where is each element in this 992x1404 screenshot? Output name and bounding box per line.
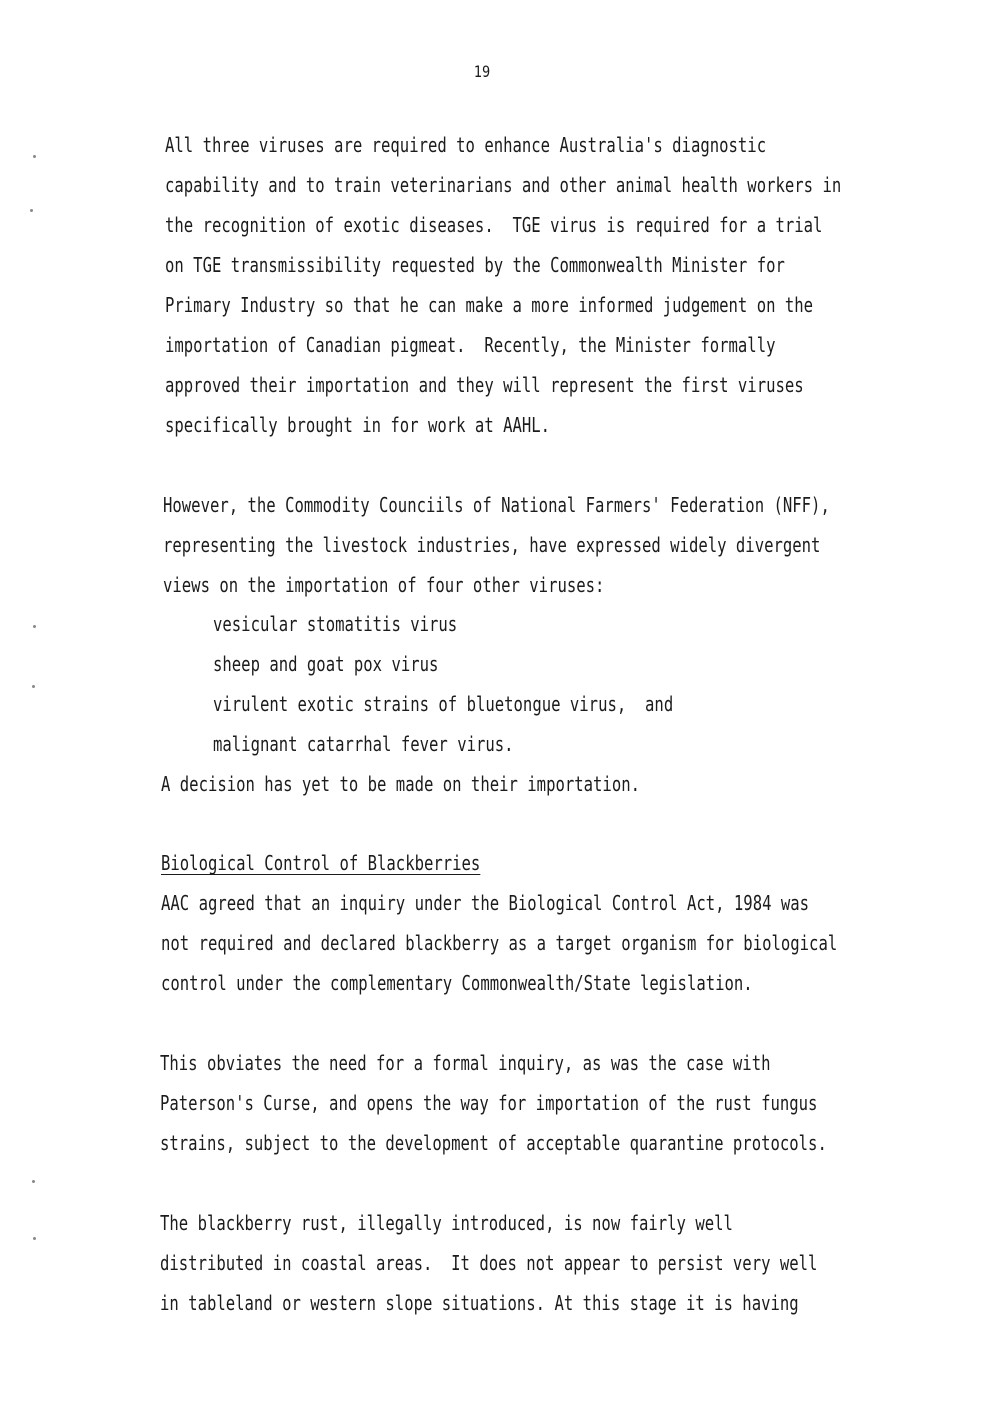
text-line: the recognition of exotic diseases. TGE virus is required for a trial [165,213,823,237]
text-line: importation of Canadian pigmeat. Recently, the Minister formally [165,333,776,357]
list-item: vesicular stomatitis virus [213,612,458,636]
text-line: All three viruses are required to enhance Australia's diagnostic [165,133,767,157]
text-line: specifically brought in for work at AAHL. [165,413,551,437]
list-item: sheep and goat pox virus [213,652,439,676]
text-line: representing the livestock industries, have expressed widely divergent [163,533,821,557]
text-line: control under the complementary Commonwealth/State legislation. [161,971,753,995]
page-number: 19 [473,62,491,81]
text-line: distributed in coastal areas. It does not appear to persist very well [160,1251,818,1275]
text-line: The blackberry rust, illegally introduced, is now fairly well [160,1211,733,1235]
scan-speck [30,209,33,212]
text-line: strains, subject to the development of acceptable quarantine protocols. [160,1131,827,1155]
scan-speck [33,155,36,158]
scan-speck [32,1180,35,1183]
scan-speck [33,1237,36,1240]
text-line: Paterson's Curse, and opens the way for importation of the rust fungus [160,1091,818,1115]
text-line: capability and to train veterinarians and other animal health workers in [165,173,842,197]
text-line: not required and declared blackberry as a target organism for biological [161,931,838,955]
list-item: virulent exotic strains of bluetongue virus, and [213,692,674,716]
text-line: Primary Industry so that he can make a more informed judgement on the [165,293,814,317]
text-line: on TGE transmissibility requested by the Commonwealth Minister for [165,253,785,277]
scan-speck [33,625,36,628]
text-line: approved their importation and they will represent the first viruses [165,373,804,397]
text-line: A decision has yet to be made on their importation. [161,772,640,796]
text-line: AAC agreed that an inquiry under the Biological Control Act, 1984 was [161,891,810,915]
text-line: This obviates the need for a formal inquiry, as was the case with [160,1051,771,1075]
text-line: However, the Commodity Counciils of National Farmers' Federation (NFF), [163,493,830,517]
text-line: views on the importation of four other viruses: [163,573,605,597]
section-heading: Biological Control of Blackberries [161,851,481,875]
list-item: malignant catarrhal fever virus. [213,732,514,756]
text-line: in tableland or western slope situations. At this stage it is having [160,1291,799,1315]
scan-speck [32,685,35,688]
